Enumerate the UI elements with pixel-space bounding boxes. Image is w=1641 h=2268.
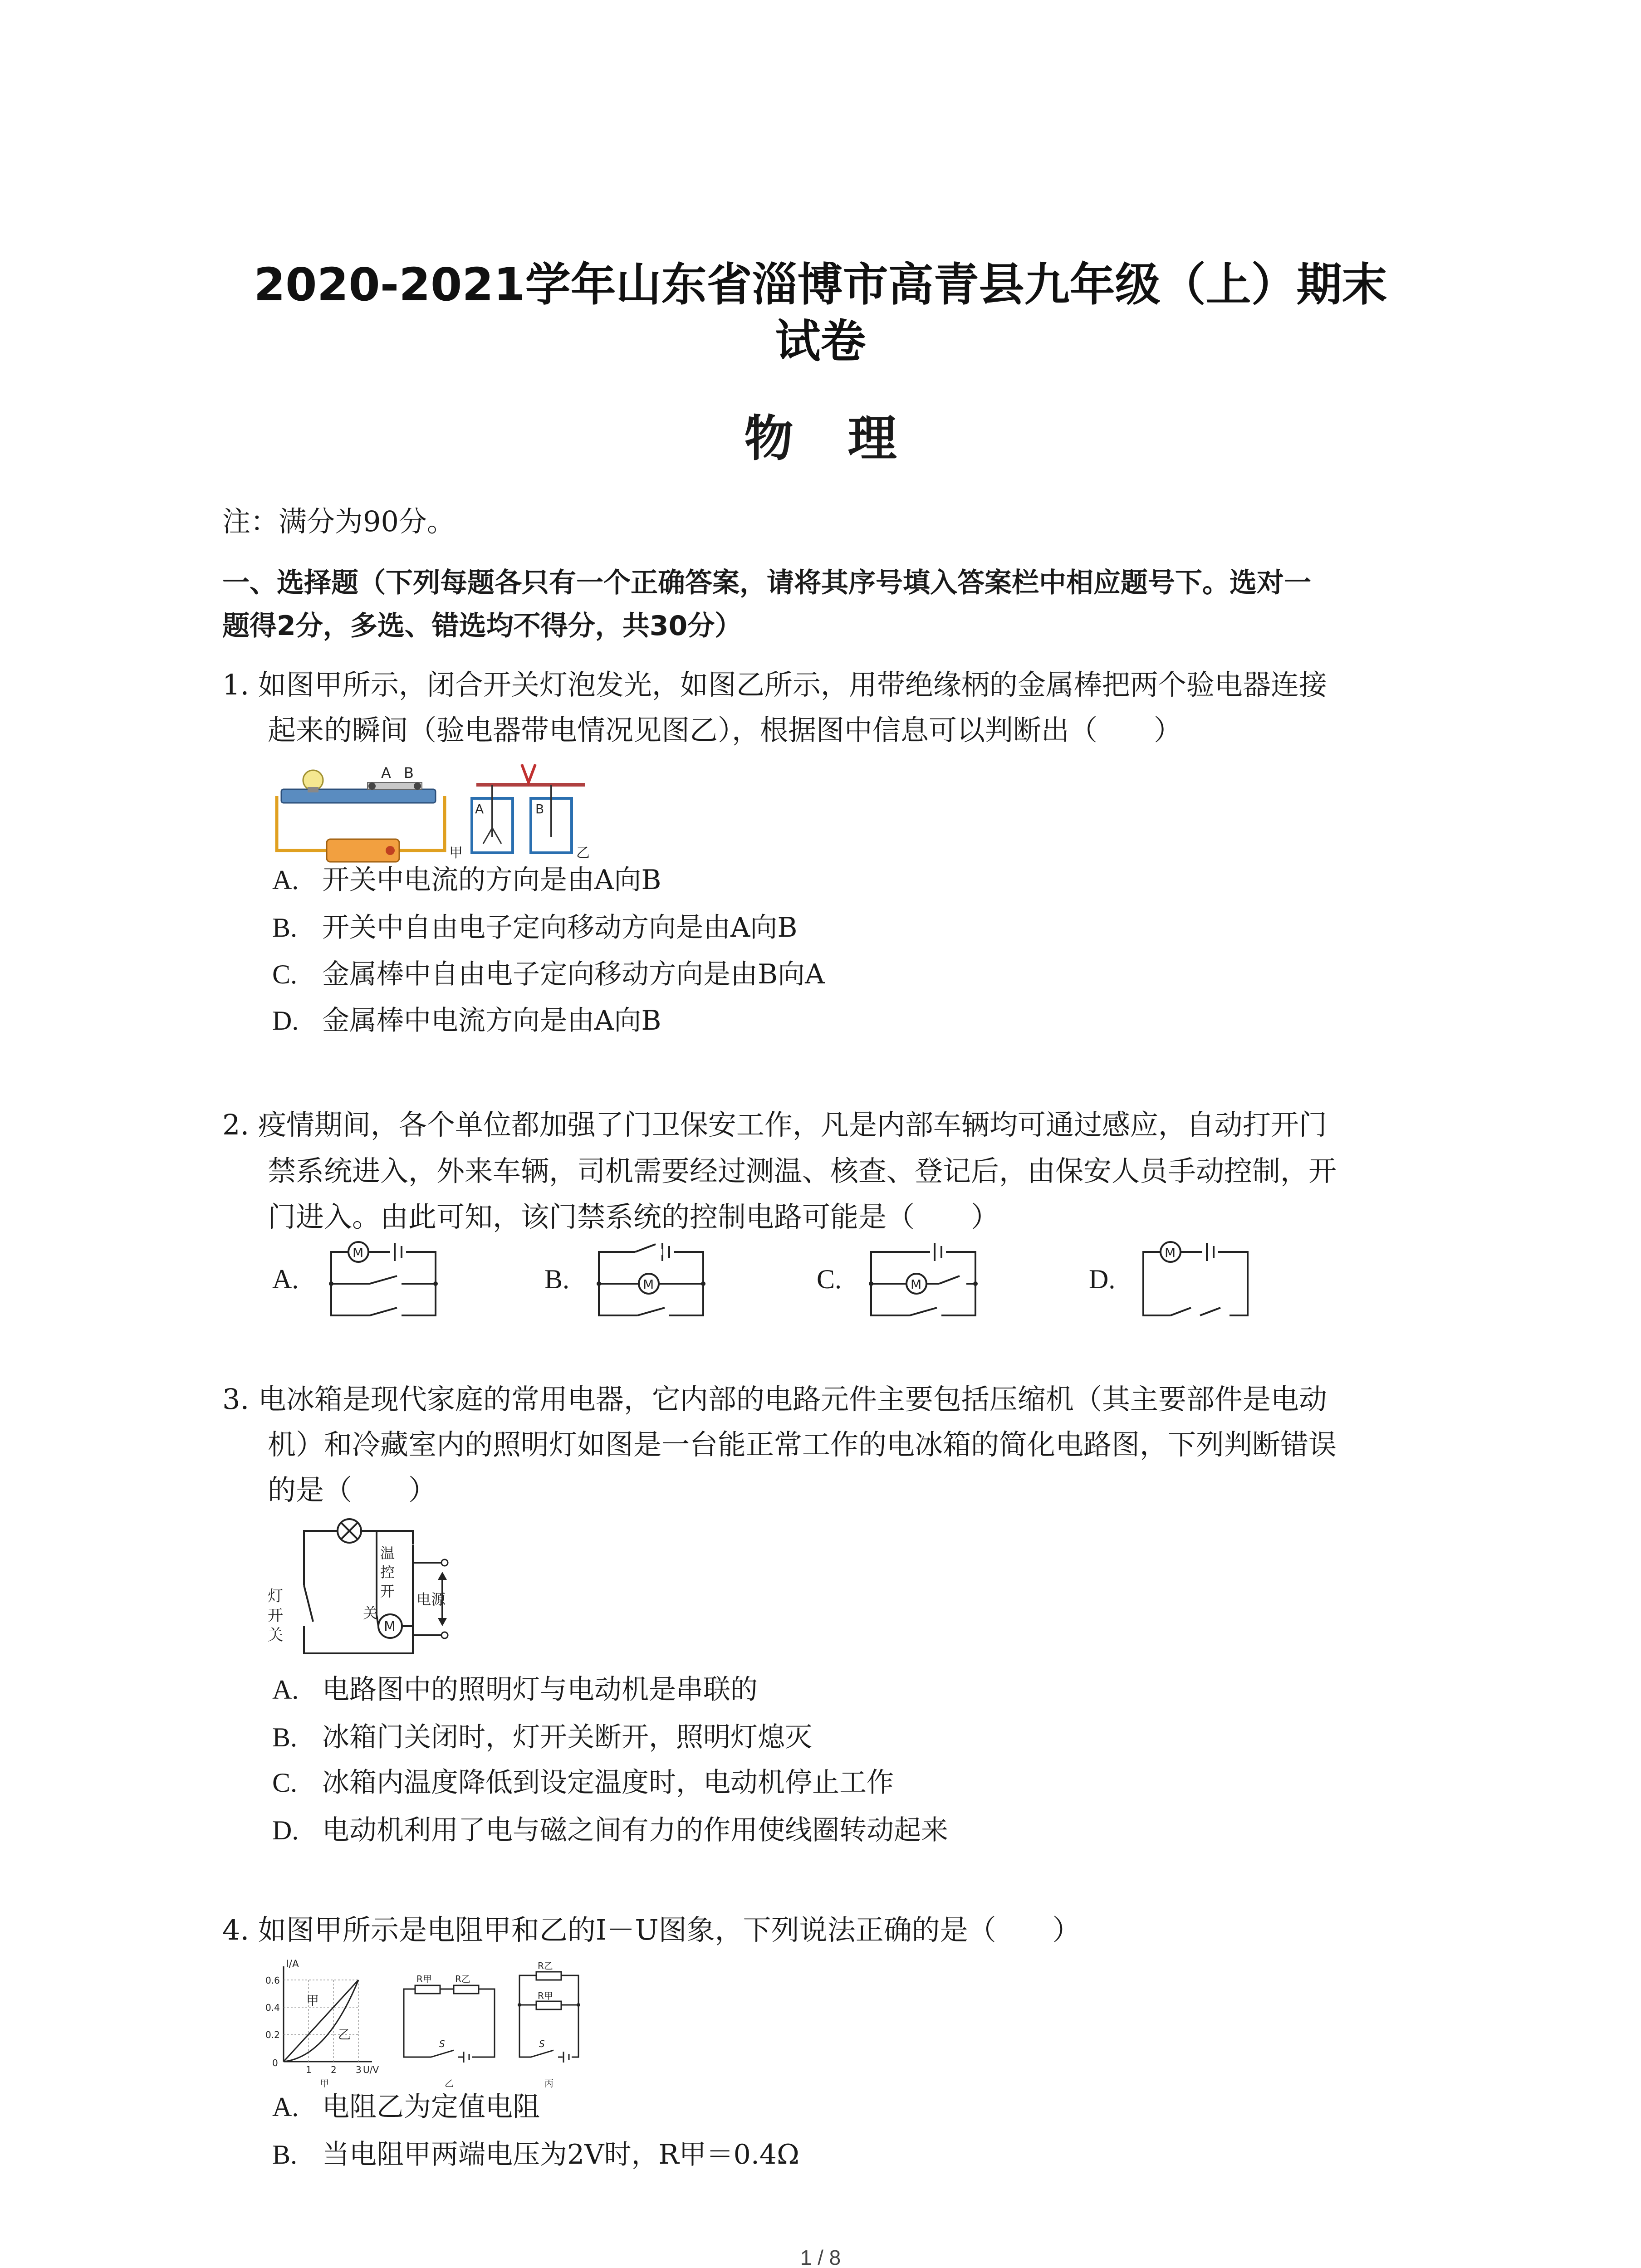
q3-temp-switch-1: 温 bbox=[380, 1545, 395, 1562]
q2-option-c[interactable]: C. bbox=[817, 1264, 842, 1294]
subject-title: 物理 bbox=[744, 411, 951, 467]
page-number: 1 / 8 bbox=[800, 2246, 841, 2268]
q4-curve-yi: 乙 bbox=[338, 2027, 351, 2042]
q4-switch-series: S bbox=[439, 2038, 445, 2049]
q4-iu-graph bbox=[265, 1959, 379, 2089]
q2-circuit-c bbox=[867, 1241, 980, 1322]
q1-label-b: B bbox=[404, 764, 414, 782]
q1-stem-line2: 起来的瞬间（验电器带电情况见图乙），根据图中信息可以判断出（ ） bbox=[268, 714, 1182, 747]
q3-stem-line3: 的是（ ） bbox=[268, 1473, 437, 1506]
q2-option-b[interactable]: B. bbox=[544, 1264, 570, 1294]
q3-lamp-switch-2: 开 bbox=[268, 1607, 283, 1625]
q3-stem-line2: 机）和冷藏室内的照明灯如图是一台能正常工作的电冰箱的简化电路图，下列判断错误 bbox=[268, 1428, 1337, 1461]
q3-temp-switch-4: 关 bbox=[363, 1604, 378, 1622]
q4-xlabel: U/V bbox=[363, 2064, 379, 2075]
q1-figure bbox=[268, 760, 590, 864]
q1-label-a2: A bbox=[475, 802, 484, 816]
q4-panel-bing: 丙 bbox=[544, 2078, 554, 2089]
q1-option-c[interactable]: C. 金属棒中自由电子定向移动方向是由B向A bbox=[272, 958, 825, 990]
q3-temp-switch-2: 控 bbox=[380, 1564, 395, 1581]
q3-option-a[interactable]: A. 电路图中的照明灯与电动机是串联的 bbox=[272, 1674, 758, 1706]
q4-r-jia-parallel: R甲 bbox=[538, 1990, 553, 2001]
q3-power-label: 电源 bbox=[416, 1591, 446, 1608]
q4-panel-yi: 乙 bbox=[445, 2078, 454, 2089]
q2-option-d[interactable]: D. bbox=[1089, 1264, 1116, 1294]
q2-option-a[interactable]: A. bbox=[272, 1264, 299, 1294]
q4-switch-parallel: S bbox=[539, 2038, 545, 2049]
q3-option-d[interactable]: D. 电动机利用了电与磁之间有力的作用使线圈转动起来 bbox=[272, 1814, 948, 1846]
score-note: 注：满分为90分。 bbox=[222, 505, 455, 538]
q2-circuit-b bbox=[594, 1241, 708, 1322]
q2-stem-line1: 2. 疫情期间，各个单位都加强了门卫保安工作，凡是内部车辆均可通过感应，自动打开门 bbox=[222, 1108, 1327, 1141]
q4-series-circuit bbox=[404, 1974, 495, 2089]
q2-motor-c: M bbox=[911, 1277, 922, 1292]
q4-ytick-02: 0.2 bbox=[265, 2029, 280, 2040]
q1-label-jia: 甲 bbox=[449, 845, 463, 861]
q3-stem-line1: 3. 电冰箱是现代家庭的常用电器，它内部的电路元件主要包括压缩机（其主要部件是电动 bbox=[222, 1383, 1327, 1416]
q1-option-b[interactable]: B. 开关中自由电子定向移动方向是由A向B bbox=[272, 912, 798, 943]
q4-curve-jia: 甲 bbox=[306, 1993, 319, 2008]
q4-xtick-2: 2 bbox=[331, 2064, 337, 2075]
q1-option-a[interactable]: A. 开关中电流的方向是由A向B bbox=[272, 864, 661, 896]
q4-ytick-04: 0.4 bbox=[265, 2002, 280, 2013]
q2-motor-a: M bbox=[353, 1245, 364, 1260]
q2-motor-b: M bbox=[643, 1277, 654, 1292]
q4-parallel-circuit bbox=[518, 1960, 580, 2089]
q3-fridge-circuit bbox=[263, 1517, 467, 1672]
q4-r-jia-series: R甲 bbox=[416, 1974, 432, 1984]
section-heading-line2: 题得2分，多选、错选均不得分，共30分） bbox=[222, 610, 742, 642]
q1-label-a: A bbox=[381, 764, 391, 782]
exam-title-line1: 2020-2021学年山东省淄博市高青县九年级（上）期末 bbox=[254, 258, 1387, 311]
q4-option-b[interactable]: B. 当电阻甲两端电压为2V时，R甲＝0.4Ω bbox=[272, 2139, 799, 2170]
q4-option-a[interactable]: A. 电阻乙为定值电阻 bbox=[272, 2091, 540, 2123]
q4-stem-line1: 4. 如图甲所示是电阻甲和乙的I－U图象，下列说法正确的是（ ） bbox=[222, 1913, 1081, 1946]
q4-xtick-1: 1 bbox=[306, 2064, 312, 2075]
q2-circuit-a bbox=[327, 1241, 440, 1322]
q3-option-c[interactable]: C. 冰箱内温度降低到设定温度时，电动机停止工作 bbox=[272, 1767, 894, 1799]
q3-lamp-switch-1: 灯 bbox=[268, 1587, 283, 1605]
q2-motor-d: M bbox=[1165, 1245, 1176, 1260]
q2-circuit-d bbox=[1139, 1241, 1252, 1322]
q4-r-yi-parallel: R乙 bbox=[538, 1960, 553, 1971]
q4-panel-jia: 甲 bbox=[320, 2078, 329, 2089]
q2-stem-line2: 禁系统进入，外来车辆，司机需要经过测温、核查、登记后，由保安人员手动控制，开 bbox=[268, 1154, 1337, 1188]
q3-lamp-switch-3: 关 bbox=[268, 1626, 283, 1644]
q1-stem-line1: 1. 如图甲所示，闭合开关灯泡发光，如图乙所示，用带绝缘柄的金属棒把两个验电器连接 bbox=[222, 668, 1327, 701]
q2-stem-line3: 门进入。由此可知，该门禁系统的控制电路可能是（ ） bbox=[268, 1200, 999, 1233]
q3-motor-symbol: M bbox=[384, 1619, 396, 1635]
q1-figure-yi-electroscopes bbox=[472, 764, 590, 861]
q4-ytick-06: 0.6 bbox=[265, 1975, 280, 1986]
q4-figure bbox=[259, 1957, 585, 2089]
q4-xtick-3: 3 bbox=[356, 2064, 362, 2075]
q3-temp-switch-3: 开 bbox=[380, 1583, 395, 1600]
q4-ytick-0: 0 bbox=[272, 2058, 278, 2068]
q4-r-yi-series: R乙 bbox=[455, 1974, 470, 1984]
q3-option-b[interactable]: B. 冰箱门关闭时，灯开关断开，照明灯熄灭 bbox=[272, 1721, 812, 1753]
q4-ylabel: I/A bbox=[286, 1959, 299, 1970]
q1-label-yi: 乙 bbox=[576, 845, 590, 861]
q1-figure-jia-circuit bbox=[277, 764, 463, 862]
q1-label-b2: B bbox=[535, 802, 544, 816]
exam-title-line2: 试卷 bbox=[775, 315, 866, 368]
section-heading-line1: 一、选择题（下列每题各只有一个正确答案，请将其序号填入答案栏中相应题号下。选对一 bbox=[222, 567, 1311, 599]
q1-option-d[interactable]: D. 金属棒中电流方向是由A向B bbox=[272, 1005, 661, 1036]
